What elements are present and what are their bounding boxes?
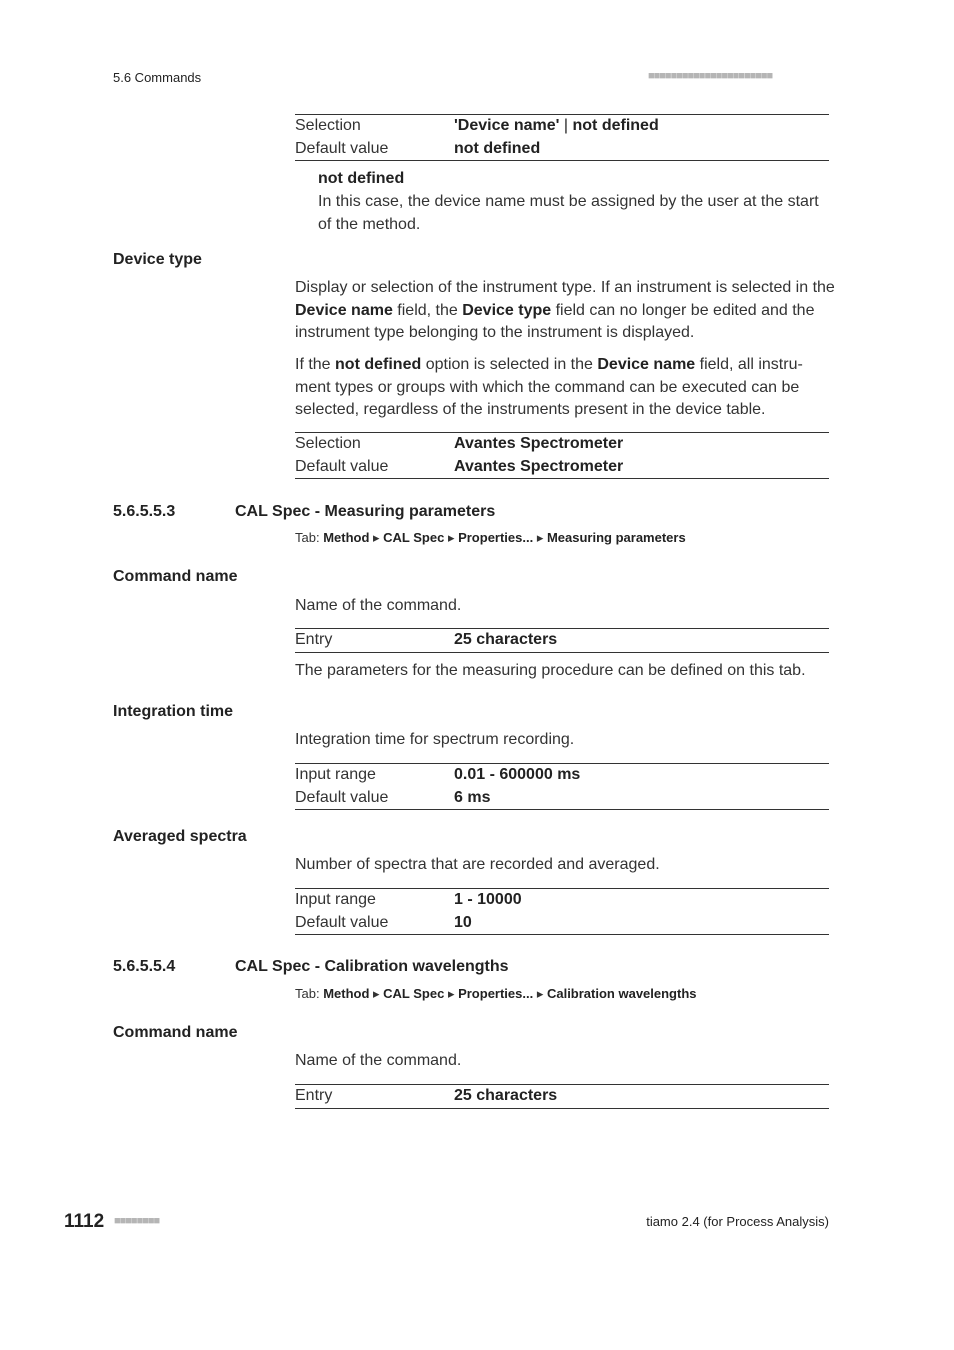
averaged-spectra-label: Averaged spectra [113, 828, 247, 845]
table-row [295, 889, 829, 912]
table-key: Selection [295, 117, 361, 134]
device-type-label: Device type [113, 251, 202, 268]
integration-time-description: Integration time for spectrum recording. [295, 731, 575, 748]
command-name-table [295, 628, 829, 653]
section-title: CAL Spec - Calibration wavelengths [235, 958, 509, 975]
section-number: 5.6.5.5.4 [113, 958, 176, 975]
table-row [295, 764, 829, 787]
table-key: Entry [295, 631, 333, 648]
table-value: Avantes Spectrometer [454, 435, 624, 452]
running-header-section: 5.6 Commands [113, 70, 202, 85]
device-type-paragraph-1: Display or selection of the instrument type. If an instrument is selected in the Device name field, the Device type field can no longer be edited and the instrument type belonging to the instrument is displayed. [295, 279, 835, 341]
command-name-label: Command name [113, 1024, 238, 1041]
table-value: 0.01 - 600000 ms [454, 766, 581, 783]
averaged-spectra-table [295, 888, 829, 935]
table-key: Input range [295, 891, 376, 908]
table-value: 25 characters [454, 1087, 558, 1104]
table-key: Entry [295, 1087, 333, 1104]
table-key: Selection [295, 435, 361, 452]
measuring-parameters-note: The parameters for the measuring procedure can be defined on this tab. [295, 662, 806, 679]
device-name-selection-table [295, 114, 829, 161]
tab-path: Tab: Method ▸ CAL Spec ▸ Properties... ▸ Calibration wavelengths [295, 986, 697, 1001]
table-key: Input range [295, 766, 376, 783]
integration-time-label: Integration time [113, 703, 234, 720]
tab-path: Tab: Method ▸ CAL Spec ▸ Properties... ▸ Measuring parameters [295, 530, 686, 545]
averaged-spectra-description: Number of spectra that are recorded and averaged. [295, 856, 660, 873]
header-decoration-dots: ■■■■■■■■■■■■■■■■■■■■■■ [648, 70, 773, 82]
table-key: Default value [295, 139, 389, 157]
table-key: Default value [295, 913, 389, 931]
integration-time-table [295, 763, 829, 810]
table-value: 1 - 10000 [454, 891, 522, 908]
footer-product-name: tiamo 2.4 (for Process Analysis) [646, 1214, 829, 1229]
table-value: 'Device name' | not defined [454, 117, 659, 134]
table-key: Default value [295, 788, 389, 806]
table-value: 25 characters [454, 631, 558, 648]
page-number: 1112 [64, 1211, 105, 1232]
table-value: Avantes Spectrometer [454, 457, 624, 475]
table-row [295, 787, 829, 810]
table-row [295, 629, 829, 653]
not-defined-description: In this case, the device name must be assigned by the user at the start of the method. [318, 193, 819, 233]
table-row [295, 433, 829, 456]
table-row [295, 1085, 829, 1109]
table-row [295, 912, 829, 935]
section-number: 5.6.5.5.3 [113, 503, 176, 520]
table-key: Default value [295, 457, 389, 475]
table-row [295, 115, 829, 138]
table-row [295, 138, 829, 161]
command-name-label: Command name [113, 568, 238, 585]
table-value: not defined [454, 139, 541, 157]
command-name-description: Name of the command. [295, 597, 462, 614]
table-row [295, 456, 829, 479]
table-value: 6 ms [454, 788, 491, 806]
not-defined-title: not defined [318, 170, 405, 187]
table-value: 10 [454, 913, 472, 931]
command-name-table [295, 1084, 829, 1109]
device-type-paragraph-2: If the not defined option is selected in the Device name field, all instru-ment types or groups with which the command can be executed can be selected, regardless of the instruments present in the device table. [295, 356, 803, 418]
section-title: CAL Spec - Measuring parameters [235, 503, 496, 520]
footer-decoration-dots: ■■■■■■■■ [114, 1215, 160, 1227]
device-type-table [295, 432, 829, 479]
command-name-description: Name of the command. [295, 1052, 462, 1069]
